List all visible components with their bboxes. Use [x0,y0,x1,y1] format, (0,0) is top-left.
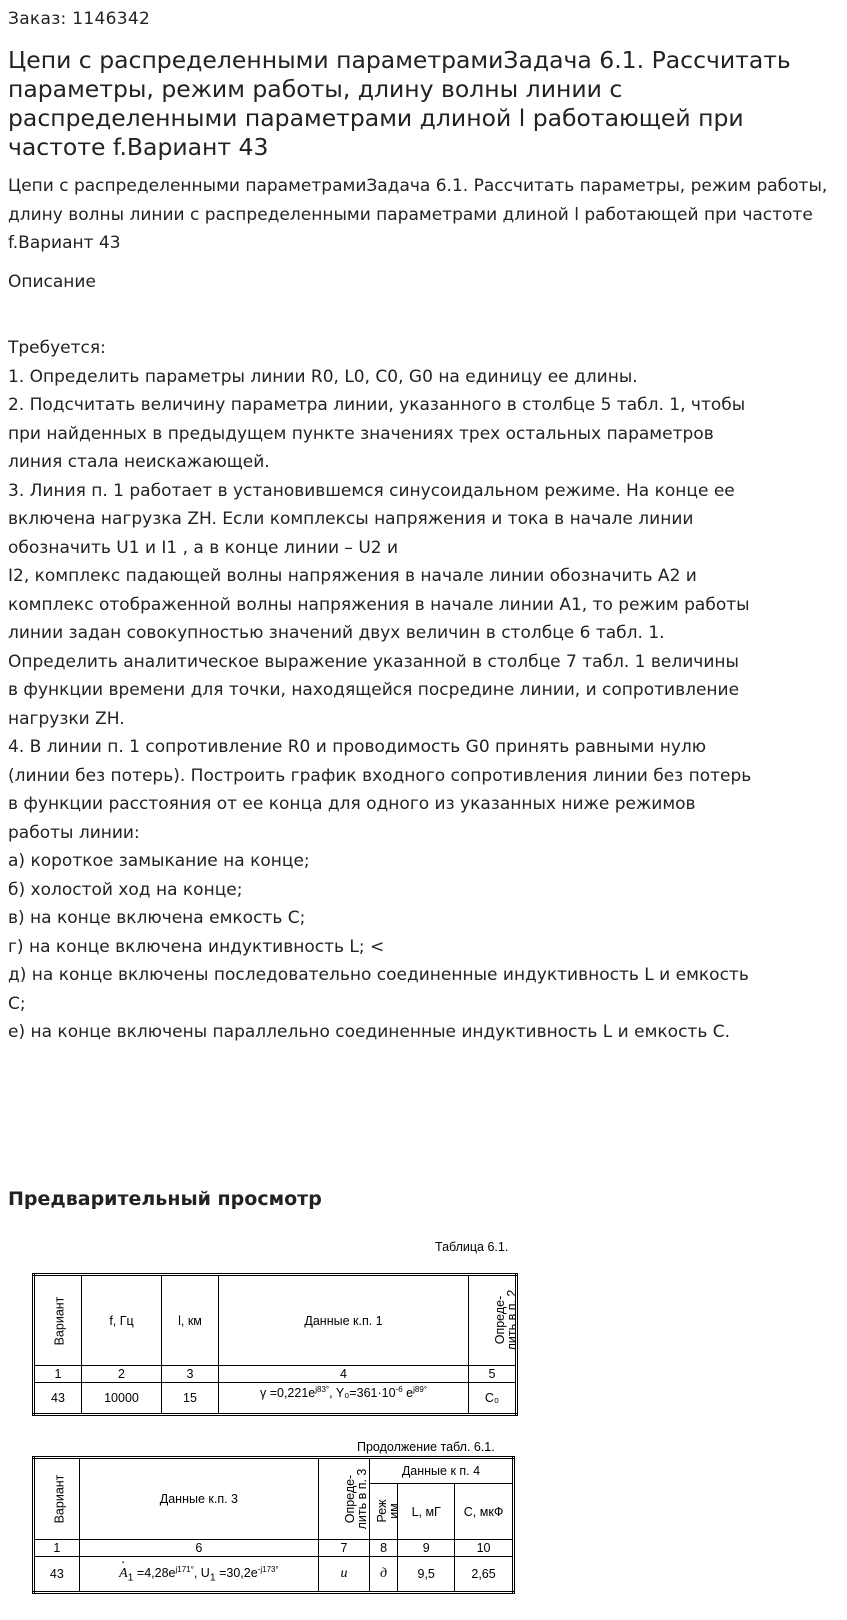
description-label: Описание [8,272,96,292]
requirement-line: в) на конце включена емкость С; [8,908,306,928]
requirement-line: в функции расстояния от ее конца для одного из указанных ниже режимов [8,794,696,814]
requirement-line: I2, комплекс падающей волны напряжения в начале линии обозначить A2 и [8,566,697,586]
table1-header-variant: Вариант [34,1275,82,1366]
table2-cell-C: 2,65 [455,1557,514,1593]
table2-header-mode: Реж им [369,1484,397,1540]
requirement-line: нагрузки ZH. [8,708,125,729]
order-number: Заказ: 1146342 [8,9,151,29]
requirement-line: Требуется: [8,338,106,358]
table1 [32,1273,518,1416]
table1-cell-l: 15 [162,1383,219,1415]
requirement-line: а) короткое замыкание на конце; [8,851,310,871]
table2-header-C: C, мкФ [455,1484,514,1540]
requirement-line: г) на конце включена индуктивность L; < [8,936,385,957]
requirement-line: комплекс отображенной волны напряжения в начале линии A1, то режим работы [8,594,750,615]
requirement-line: линия стала неискажающей. [8,452,270,472]
table2-cell-mode: д [369,1557,397,1593]
requirement-line: е) на конце включены параллельно соединенные индуктивность L и емкость С. [8,1022,731,1042]
requirement-line: 1. Определить параметры линии R0, L0, C0, G0 на единицу ее длины. [8,366,638,387]
requirement-line: (линии без потерь). Построить график входного сопротивления линии без потерь [8,765,752,786]
requirement-line: включена нагрузка ZH. Если комплексы напряжения и тока в начале линии [8,509,694,529]
table1-cell-determine: C₀ [469,1383,517,1415]
table1-cell-f: 10000 [82,1383,162,1415]
requirement-line: линии задан совокупностью значений двух величин в столбце 6 табл. 1. [8,623,665,643]
table1-cell-data: $\gamma =0,221e^{j83^\circ}$, $Y_0=361\cdot 10^{-6}$ $e^{j89^\circ}$ [219,1383,469,1415]
table2-header-data4: Данные к п. 4 [369,1458,513,1484]
preview-heading: Предварительный просмотр [8,1188,322,1210]
table2-header-variant: Вариант [34,1458,80,1540]
table2-cell-L: 9,5 [398,1557,455,1593]
table2-colnum: 10 [455,1540,514,1557]
requirement-line: б) холостой ход на конце; [8,879,243,900]
table2-colnum: 6 [79,1540,318,1557]
table1-header-determine: Опреде-лить в п. 2 [469,1275,517,1366]
table1-caption: Таблица 6.1. [435,1240,509,1254]
table2-colnum: 7 [319,1540,370,1557]
requirement-line: работы линии: [8,822,140,843]
table1-header-f: f, Гц [82,1275,162,1366]
table1-header-l: l, км [162,1275,219,1366]
table1-cell-variant: 43 [34,1383,82,1415]
table1-colnum: 3 [162,1366,219,1383]
table1-header-data: Данные к.п. 1 [219,1275,469,1366]
requirement-line: 4. В линии п. 1 сопротивление R0 и проводимость G0 принять равными нулю [8,737,707,757]
table2-cell-variant: 43 [34,1557,80,1593]
page-title: Цепи с распределенными параметрамиЗадача 6.1. Рассчитать параметры, режим работы, длину волны линии с распределенными параметрами длиной l работающей при частоте f.Вариант 43 [8,46,791,161]
table1-colnum: 4 [219,1366,469,1383]
requirement-line: д) на конце включены последовательно соединенные индуктивность L и емкость [8,965,749,985]
requirement-line: С; [8,993,26,1014]
requirement-line: обозначить U1 и I1 , а в конце линии – U2 и [8,537,399,558]
table2 [32,1456,515,1594]
table2-cell-determine: u [319,1557,370,1593]
table2-cell-data3: · $A_1 =4,28e^{j171^\circ}$, $U_1 =30,2e^{-j173^\circ}$ [79,1557,318,1593]
table2-caption: Продолжение табл. 6.1. [357,1440,495,1454]
page-subtitle: Цепи с распределенными параметрамиЗадача 6.1. Рассчитать параметры, режим работы, длину волны линии с распределенными параметрами длиной l работающей при частоте f.Вариант 43 [8,176,828,253]
requirement-line: в функции времени для точки, находящейся посредине линии, и сопротивление [8,680,740,700]
requirements-text [8,334,846,1047]
table1-colnum: 2 [82,1366,162,1383]
table2-header-determine: Опреде-лить в п. 3 [319,1458,370,1540]
requirement-line: при найденных в предыдущем пункте значениях трех остальных параметров [8,423,714,444]
table2-colnum: 1 [34,1540,80,1557]
table2-colnum: 8 [369,1540,397,1557]
requirement-line: Определить аналитическое выражение указанной в столбце 7 табл. 1 величины [8,651,739,672]
table2-header-data3: Данные к.п. 3 [79,1458,318,1540]
requirement-line: 2. Подсчитать величину параметра линии, указанного в столбце 5 табл. 1, чтобы [8,395,746,415]
requirement-line: 3. Линия п. 1 работает в установившемся синусоидальном режиме. На конце ее [8,480,735,501]
table2-colnum: 9 [398,1540,455,1557]
table2-header-L: L, мГ [398,1484,455,1540]
table1-colnum: 5 [469,1366,517,1383]
table1-colnum: 1 [34,1366,82,1383]
